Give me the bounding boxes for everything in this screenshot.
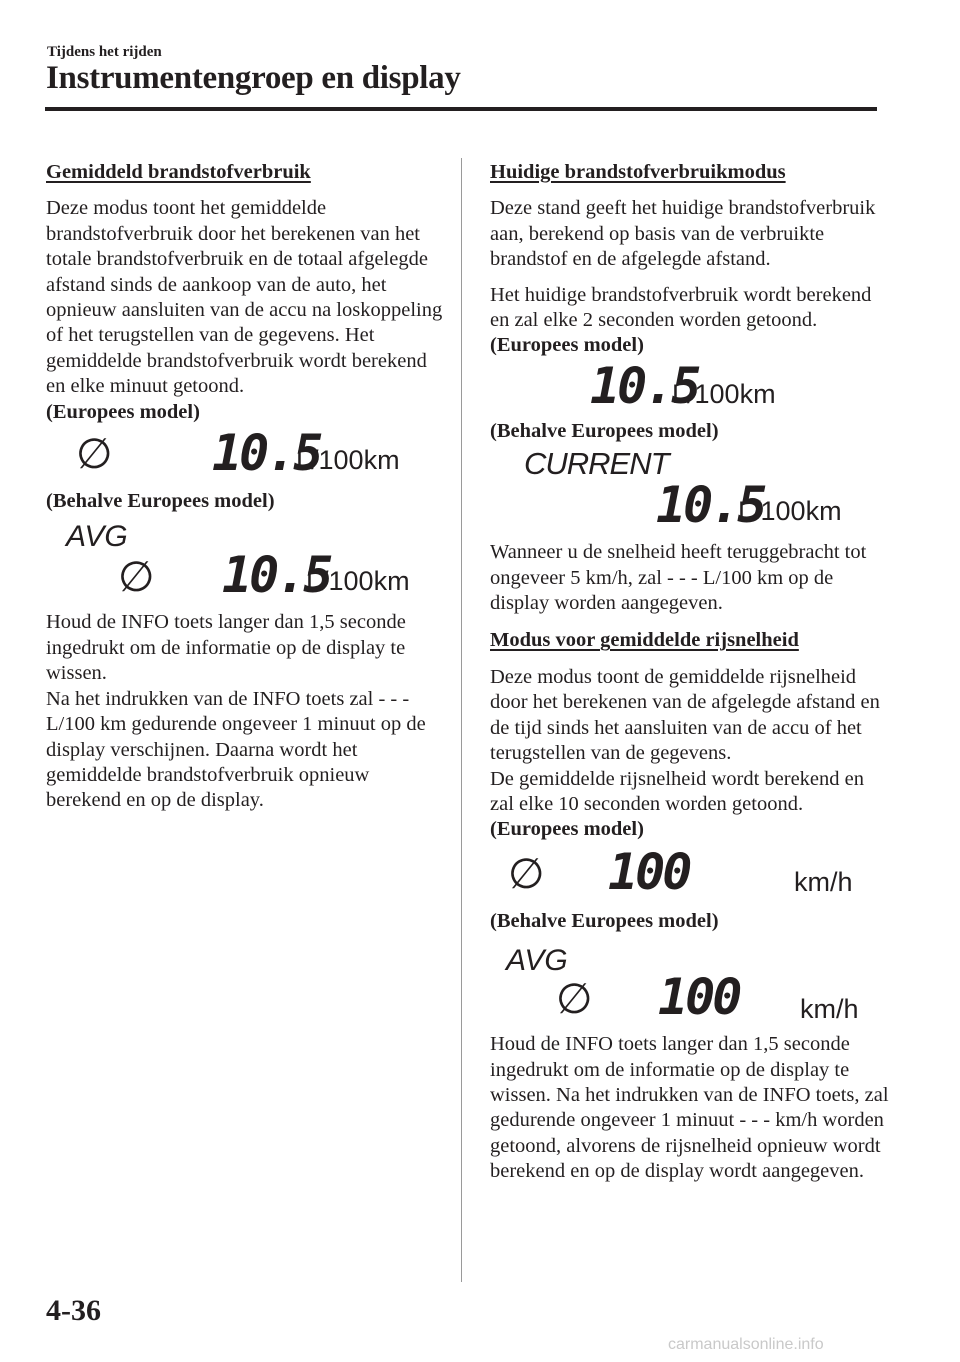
current-fuel-intro: Deze stand geeft het huidige brandstofverbruik aan, berekend op basis van de verbruikte brandstof en de afgelegde afstand. bbox=[490, 197, 876, 271]
non-eu-model-label: (Behalve Europees model) bbox=[46, 490, 275, 513]
lcd-unit: km/h bbox=[794, 866, 853, 897]
page-number: 4-36 bbox=[46, 1294, 101, 1327]
left-column bbox=[46, 160, 446, 824]
avg-fuel-after-reset-text: Na het indrukken van de INFO toets zal - - - L/100 km gedurende ongeveer 1 minuut op de display verschijnen. Daarna wordt het gemiddelde brandstofverbruik opnieuw berekend en op de display. bbox=[46, 687, 426, 812]
lcd-non-eu-avg-fuel bbox=[46, 514, 446, 608]
current-fuel-low-speed-text: Wanneer u de snelheid heeft teruggebracht tot ongeveer 5 km/h, zal - - - L/100 km op de display worden aangegeven. bbox=[490, 541, 867, 615]
lcd-unit: L/100km bbox=[296, 445, 400, 476]
avg-speed-intro: Deze modus toont de gemiddelde rijsnelheid door het berekenen van de afgelegde afstand en de tijd sinds het aansluiten van de accu of het terugstellen van de gegevens. bbox=[490, 665, 880, 765]
average-symbol-icon: ∅ bbox=[76, 430, 113, 478]
lcd-unit: L/100km bbox=[672, 378, 776, 409]
lcd-tag: AVG bbox=[506, 944, 568, 978]
lcd-tag: AVG bbox=[66, 520, 128, 554]
avg-speed-reset-text: Houd de INFO toets langer dan 1,5 seconde ingedrukt om de informatie op de display te wissen. Na het indrukken van de INFO toets, zal gedurende ongeveer 1 minuut - - - km/h worden getoond, alvorens de rijsnelheid opnieuw wordt berekend en op de display wordt aangegeven. bbox=[490, 1033, 889, 1183]
non-eu-model-label: (Behalve Europees model) bbox=[490, 909, 719, 932]
lcd-eu-avg-speed bbox=[490, 843, 890, 909]
current-fuel-interval: Het huidige brandstofverbruik wordt berekend en zal elke 2 seconden worden getoond. bbox=[490, 283, 872, 332]
lcd-value: 100 bbox=[608, 842, 690, 901]
average-symbol-icon: ∅ bbox=[556, 975, 593, 1023]
lcd-value: 100 bbox=[658, 968, 740, 1027]
right-column bbox=[490, 160, 890, 1195]
avg-speed-heading: Modus voor gemiddelde rijsnelheid bbox=[490, 629, 799, 652]
lcd-unit: L/100km bbox=[306, 566, 410, 597]
eu-model-label: (Europees model) bbox=[46, 400, 200, 423]
avg-fuel-intro: Deze modus toont het gemiddelde brandstofverbruik door het berekenen van het totale brandstofverbruik en de totaal afgelegde afstand sinds de aankoop van de auto, het opnieuw aansluiten van de accu na loskoppeling of het terugstellen van de gegevens. Het gemiddelde brandstofverbruik wordt berekend en elke minuut getoond. bbox=[46, 197, 443, 398]
avg-speed-interval: De gemiddelde rijsnelheid wordt berekend en zal elke 10 seconden worden getoond. bbox=[490, 767, 864, 815]
average-symbol-icon: ∅ bbox=[118, 553, 155, 601]
current-fuel-heading: Huidige brandstofverbruikmodus bbox=[490, 161, 786, 183]
lcd-eu-avg-fuel bbox=[46, 425, 446, 485]
lcd-eu-current-fuel bbox=[490, 356, 890, 419]
column-divider bbox=[461, 158, 462, 1282]
lcd-unit: km/h bbox=[800, 994, 859, 1025]
section-label: Tijdens het rijden bbox=[47, 44, 162, 60]
eu-model-label: (Europees model) bbox=[490, 818, 644, 841]
lcd-non-eu-avg-speed bbox=[490, 934, 890, 1032]
average-symbol-icon: ∅ bbox=[508, 849, 545, 897]
eu-model-label: (Europees model) bbox=[490, 334, 644, 357]
lcd-value: 10.5 bbox=[222, 546, 331, 605]
header-rule bbox=[45, 107, 877, 111]
avg-fuel-reset-text: Houd de INFO toets langer dan 1,5 seconde ingedrukt om de informatie op de display te wissen. bbox=[46, 611, 406, 685]
lcd-value: 10.5 bbox=[656, 476, 765, 535]
lcd-tag: CURRENT bbox=[524, 446, 669, 482]
lcd-value: 10.5 bbox=[590, 356, 699, 415]
lcd-value: 10.5 bbox=[212, 424, 321, 483]
non-eu-model-label: (Behalve Europees model) bbox=[490, 419, 719, 442]
watermark: carmanualsonline.info bbox=[668, 1336, 824, 1353]
page-title: Instrumentengroep en display bbox=[46, 60, 461, 96]
lcd-unit: L/100km bbox=[738, 496, 842, 527]
lcd-non-eu-current-fuel bbox=[490, 444, 890, 536]
avg-fuel-heading: Gemiddeld brandstofverbruik bbox=[46, 161, 311, 183]
